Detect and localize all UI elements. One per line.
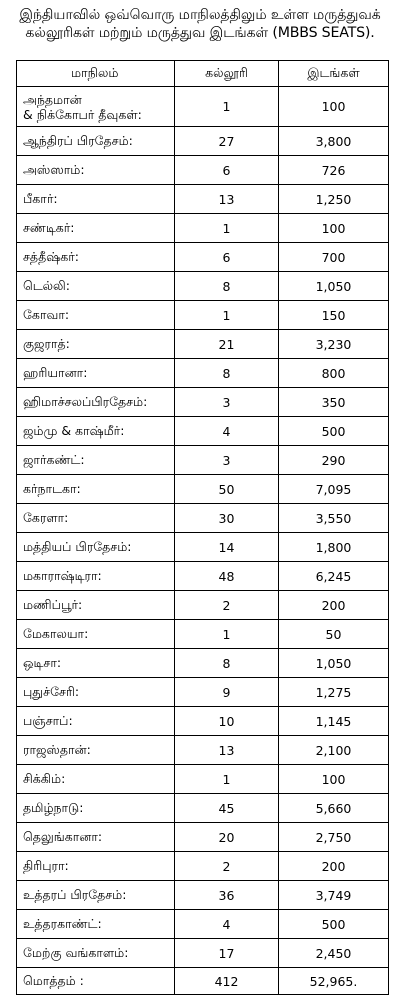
state-name-cell — [17, 823, 175, 852]
table-body — [17, 87, 389, 995]
colleges-cell: 30 — [175, 504, 279, 533]
colleges-cell: 45 — [175, 794, 279, 823]
medical-colleges-table — [16, 60, 389, 995]
state-name-cell — [17, 359, 175, 388]
seats-cell: 100 — [279, 765, 389, 794]
state-name-line: தெலுங்கானா: — [23, 828, 103, 844]
seats-cell: 200 — [279, 591, 389, 620]
state-name-line: ராஜஸ்தான்: — [23, 741, 91, 757]
state-name-cell — [17, 446, 175, 475]
state-name-line: அந்தமான் — [23, 91, 82, 107]
seats-cell: 3,800 — [279, 127, 389, 156]
colleges-cell: 10 — [175, 707, 279, 736]
colleges-cell: 27 — [175, 127, 279, 156]
state-name-line: மணிப்பூர்: — [23, 596, 83, 612]
seats-cell: 100 — [279, 87, 389, 127]
colleges-cell: 1 — [175, 87, 279, 127]
table-row — [17, 765, 389, 794]
state-name-line: கோவா: — [23, 306, 70, 322]
state-name-cell — [17, 736, 175, 765]
table-row — [17, 87, 389, 127]
state-name-line: ஒடிசா: — [23, 654, 62, 670]
state-name-cell — [17, 939, 175, 968]
seats-cell: 1,250 — [279, 185, 389, 214]
table-row — [17, 794, 389, 823]
colleges-cell: 1 — [175, 765, 279, 794]
colleges-cell: 13 — [175, 185, 279, 214]
state-name-line: உத்தரப் பிரதேசம்: — [23, 886, 127, 902]
document-title — [0, 0, 400, 50]
table-row — [17, 562, 389, 591]
state-name-line: தமிழ்நாடு: — [23, 799, 84, 815]
seats-cell: 100 — [279, 214, 389, 243]
table-row — [17, 591, 389, 620]
seats-cell: 500 — [279, 417, 389, 446]
table-row — [17, 823, 389, 852]
state-name-cell — [17, 272, 175, 301]
seats-cell: 1,050 — [279, 649, 389, 678]
table-row — [17, 852, 389, 881]
table-row — [17, 185, 389, 214]
state-name-cell — [17, 765, 175, 794]
state-name-cell — [17, 591, 175, 620]
state-name-cell — [17, 562, 175, 591]
seats-cell: 700 — [279, 243, 389, 272]
colleges-cell: 6 — [175, 156, 279, 185]
table-row — [17, 475, 389, 504]
table-row — [17, 330, 389, 359]
state-name-cell — [17, 533, 175, 562]
table-row — [17, 504, 389, 533]
colleges-cell: 2 — [175, 852, 279, 881]
state-name-cell — [17, 649, 175, 678]
total-label: மொத்தம் : — [17, 968, 175, 995]
state-name-line: ஹிமாச்சலப்பிரதேசம்: — [23, 393, 148, 409]
colleges-cell: 48 — [175, 562, 279, 591]
table-row — [17, 910, 389, 939]
table-header-row — [17, 61, 389, 87]
state-name-cell — [17, 707, 175, 736]
state-name-cell — [17, 794, 175, 823]
colleges-cell: 3 — [175, 388, 279, 417]
seats-cell: 150 — [279, 301, 389, 330]
seats-cell: 1,800 — [279, 533, 389, 562]
state-name-line: சிக்கிம்: — [23, 770, 66, 786]
state-name-line: ஆந்திரப் பிரதேசம்: — [23, 132, 133, 148]
state-name-cell — [17, 504, 175, 533]
colleges-cell: 17 — [175, 939, 279, 968]
table-row — [17, 243, 389, 272]
table-row — [17, 678, 389, 707]
state-name-line: ஜார்கண்ட்: — [23, 451, 85, 467]
seats-cell: 6,245 — [279, 562, 389, 591]
seats-cell: 290 — [279, 446, 389, 475]
state-name-line: உத்தரகாண்ட்: — [23, 915, 102, 931]
table-row — [17, 881, 389, 910]
state-name-line: சத்தீஷ்கர்: — [23, 248, 79, 264]
seats-cell: 1,275 — [279, 678, 389, 707]
colleges-cell: 2 — [175, 591, 279, 620]
table-row — [17, 359, 389, 388]
state-name-cell — [17, 852, 175, 881]
state-name-line: & நிக்கோபர் தீவுகள்: — [23, 106, 142, 122]
colleges-cell: 13 — [175, 736, 279, 765]
colleges-cell: 8 — [175, 359, 279, 388]
state-name-cell — [17, 243, 175, 272]
state-name-line: பஞ்சாப்: — [23, 712, 73, 728]
table-row — [17, 272, 389, 301]
table-row — [17, 533, 389, 562]
colleges-cell: 20 — [175, 823, 279, 852]
header-seats: இடங்கள் — [279, 61, 389, 87]
colleges-cell: 1 — [175, 301, 279, 330]
state-name-cell — [17, 388, 175, 417]
state-name-cell — [17, 417, 175, 446]
state-name-cell — [17, 214, 175, 243]
table-row — [17, 214, 389, 243]
total-colleges: 412 — [175, 968, 279, 995]
table-row — [17, 649, 389, 678]
table-row — [17, 707, 389, 736]
seats-cell: 726 — [279, 156, 389, 185]
state-name-line: பீகார்: — [23, 190, 58, 206]
state-name-cell — [17, 87, 175, 127]
state-name-cell — [17, 620, 175, 649]
state-name-line: குஜராத்: — [23, 335, 70, 351]
total-row — [17, 968, 389, 995]
table-row — [17, 736, 389, 765]
colleges-cell: 8 — [175, 272, 279, 301]
state-name-line: மேகாலயா: — [23, 625, 89, 641]
state-name-line: புதுச்சேரி: — [23, 683, 80, 699]
state-name-cell — [17, 127, 175, 156]
colleges-cell: 8 — [175, 649, 279, 678]
seats-cell: 800 — [279, 359, 389, 388]
table-row — [17, 156, 389, 185]
table-row — [17, 417, 389, 446]
title-line-1: இந்தியாவில் ஒவ்வொரு மாநிலத்திலும் உள்ள மருத்துவக் — [19, 7, 381, 23]
state-name-line: கர்நாடகா: — [23, 480, 81, 496]
state-name-cell — [17, 678, 175, 707]
header-state: மாநிலம் — [17, 61, 175, 87]
state-name-cell — [17, 330, 175, 359]
title-line-2: கல்லூரிகள் மற்றும் மருத்துவ இடங்கள் (MBBS SEATS). — [25, 25, 375, 41]
colleges-cell: 14 — [175, 533, 279, 562]
table-row — [17, 301, 389, 330]
state-name-line: மேற்கு வங்காளம்: — [23, 944, 129, 960]
seats-cell: 1,050 — [279, 272, 389, 301]
state-name-cell — [17, 910, 175, 939]
seats-cell: 200 — [279, 852, 389, 881]
state-name-line: அஸ்ஸாம்: — [23, 161, 85, 177]
header-colleges: கல்லூரி — [175, 61, 279, 87]
state-name-line: ஹரியானா: — [23, 364, 88, 380]
seats-cell: 3,749 — [279, 881, 389, 910]
colleges-cell: 36 — [175, 881, 279, 910]
state-name-cell — [17, 475, 175, 504]
state-name-line: மகாராஷ்டிரா: — [23, 567, 102, 583]
state-name-cell — [17, 301, 175, 330]
state-name-cell — [17, 881, 175, 910]
table-row — [17, 620, 389, 649]
state-name-cell — [17, 185, 175, 214]
table-row — [17, 388, 389, 417]
colleges-cell: 50 — [175, 475, 279, 504]
seats-cell: 2,450 — [279, 939, 389, 968]
colleges-cell: 9 — [175, 678, 279, 707]
seats-cell: 7,095 — [279, 475, 389, 504]
colleges-cell: 21 — [175, 330, 279, 359]
seats-cell: 5,660 — [279, 794, 389, 823]
seats-cell: 2,100 — [279, 736, 389, 765]
seats-cell: 3,550 — [279, 504, 389, 533]
seats-cell: 50 — [279, 620, 389, 649]
state-name-line: டெல்லி: — [23, 277, 70, 293]
colleges-cell: 3 — [175, 446, 279, 475]
state-name-line: சண்டிகர்: — [23, 219, 75, 235]
seats-cell: 2,750 — [279, 823, 389, 852]
seats-cell: 3,230 — [279, 330, 389, 359]
seats-cell: 1,145 — [279, 707, 389, 736]
table-row — [17, 446, 389, 475]
seats-cell: 350 — [279, 388, 389, 417]
state-name-line: கேரளா: — [23, 509, 69, 525]
colleges-cell: 4 — [175, 910, 279, 939]
table-row — [17, 939, 389, 968]
total-seats: 52,965. — [279, 968, 389, 995]
colleges-cell: 6 — [175, 243, 279, 272]
seats-cell: 500 — [279, 910, 389, 939]
colleges-cell: 1 — [175, 620, 279, 649]
table-row — [17, 127, 389, 156]
state-name-cell — [17, 156, 175, 185]
colleges-cell: 1 — [175, 214, 279, 243]
state-name-line: மத்தியப் பிரதேசம்: — [23, 538, 132, 554]
state-name-line: ஜம்மு & காஷ்மீர்: — [23, 422, 125, 438]
colleges-cell: 4 — [175, 417, 279, 446]
state-name-line: திரிபுரா: — [23, 857, 69, 873]
